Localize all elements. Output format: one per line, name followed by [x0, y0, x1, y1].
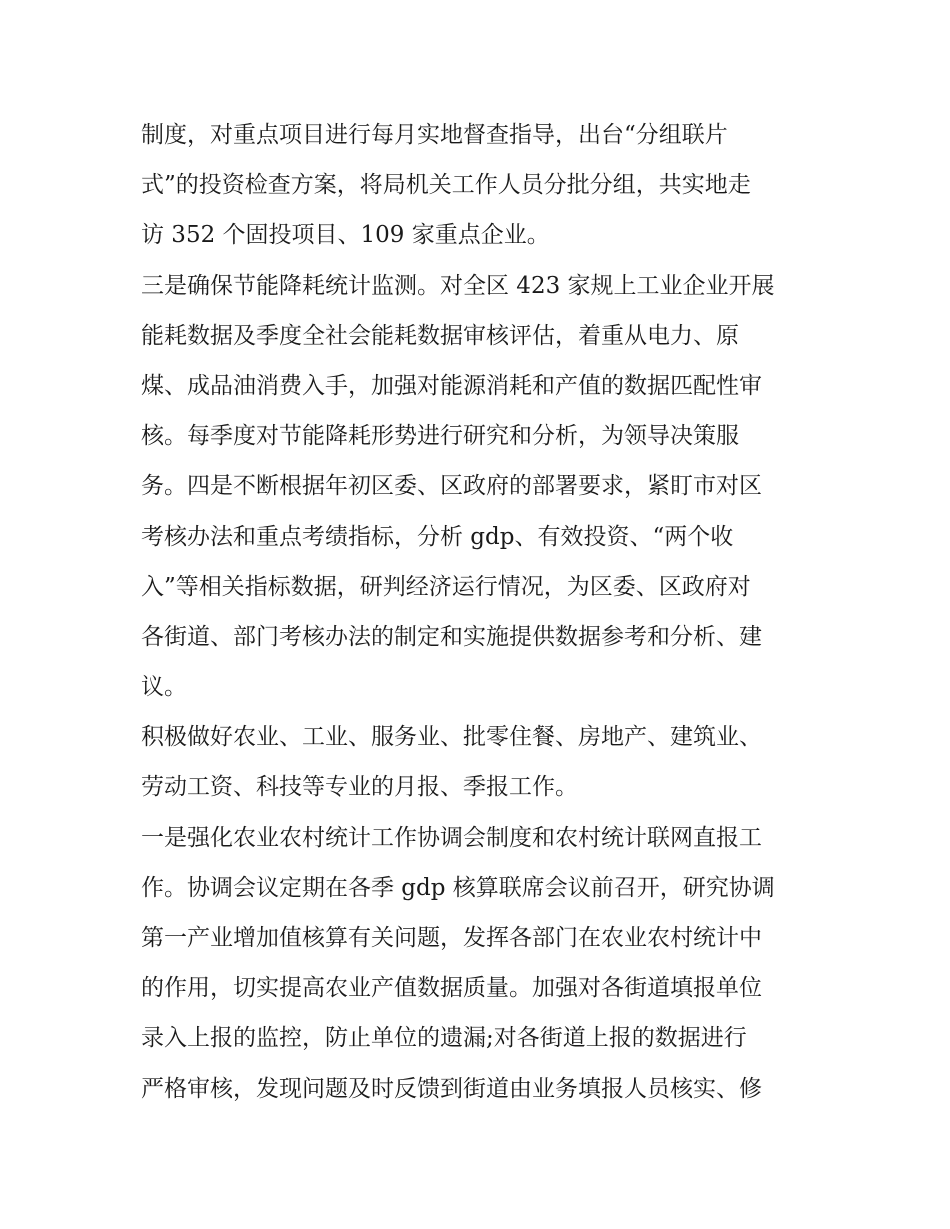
text-line: 议。	[141, 674, 187, 701]
text-line: 三是确保节能降耗统计监测。对全区 423 家规上工业企业开展	[141, 272, 775, 299]
text-line: 录入上报的监控，防止单位的遗漏;对各街道上报的数据进行	[141, 1025, 747, 1052]
text-line: 严格审核，发现问题及时反馈到街道由业务填报人员核实、修	[141, 1075, 762, 1102]
text-line: 劳动工资、科技等专业的月报、季报工作。	[141, 774, 578, 801]
text-line: 作。协调会议定期在各季 gdp 核算联席会议前召开，研究协调	[141, 874, 775, 901]
text-line: 核。每季度对节能降耗形势进行研究和分析，为领导决策服	[141, 423, 739, 450]
text-line: 第一产业增加值核算有关问题，发挥各部门在农业农村统计中	[141, 925, 762, 951]
text-line: 入”等相关指标数据，研判经济运行情况，为区委、区政府对	[141, 573, 751, 600]
document-body	[141, 110, 821, 1114]
text-line: 煤、成品油消费入手，加强对能源消耗和产值的数据匹配性审	[141, 372, 762, 399]
text-line: 务。四是不断根据年初区委、区政府的部署要求，紧盯市对区	[141, 473, 762, 500]
text-line: 能耗数据及季度全社会能耗数据审核评估，着重从电力、原	[141, 322, 739, 349]
text-line: 一是强化农业农村统计工作协调会制度和农村统计联网直报工	[141, 824, 762, 851]
text-line: 访 352 个固投项目、109 家重点企业。	[141, 222, 550, 249]
text-line: 各街道、部门考核办法的制定和实施提供数据参考和分析、建	[141, 623, 762, 650]
text-line: 制度，对重点项目进行每月实地督查指导，出台“分组联片	[141, 122, 728, 148]
text-line: 的作用，切实提高农业产值数据质量。加强对各街道填报单位	[141, 975, 762, 1002]
text-line: 考核办法和重点考绩指标，分析 gdp、有效投资、“两个收	[141, 523, 734, 550]
text-line: 积极做好农业、工业、服务业、批零住餐、房地产、建筑业、	[141, 724, 762, 751]
text-line: 式”的投资检查方案，将局机关工作人员分批分组，共实地走	[141, 172, 751, 199]
